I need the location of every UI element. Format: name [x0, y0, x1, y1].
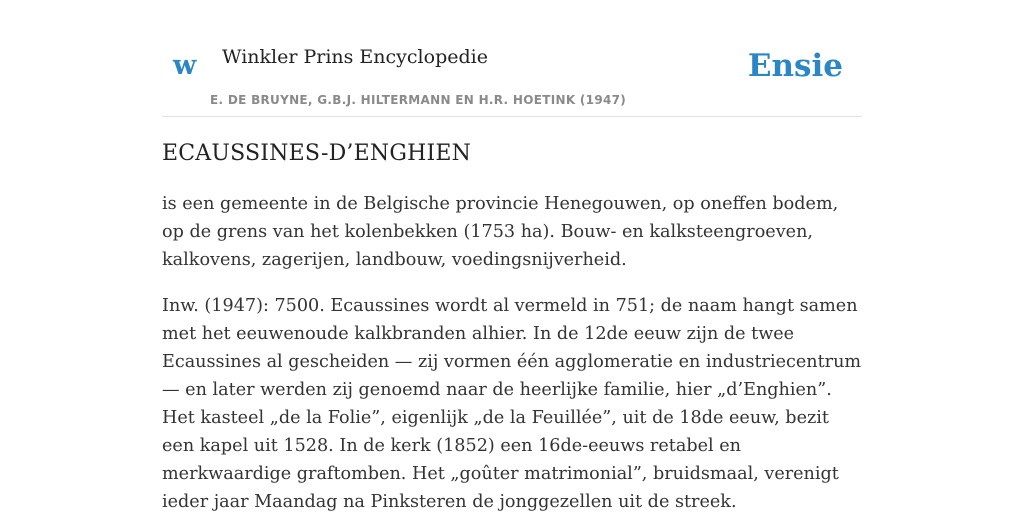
article-title: ECAUSSINES-D’ENGHIEN — [162, 141, 472, 166]
article-paragraph: Inw. (1947): 7500. Ecaussines wordt al vermeld in 751; de naam hangt samen met het eeuwenoude kalkbranden alhier. In de 12de eeuw zijn de twee Ecaussines al gescheiden — zij vormen één agglomeratie en industriecentrum — en later werden zij genoemd naar de heerlijke familie, hier „d’Enghien”. Het kasteel „de la Folie”, eigenlijk „de la Feuillée”, uit de 18de eeuw, bezit een kapel uit 1528. In de kerk (1852) een 16de-eeuws retabel en merkwaardige graftomben. Het „goûter matrimonial”, bruidsmaal, verenigt ieder jaar Maandag na Pinksteren de jonggezellen uit de streek. — [162, 295, 862, 512]
site-header — [162, 0, 862, 117]
publication-logo[interactable]: w — [173, 50, 197, 81]
article-paragraph: is een gemeente in de Belgische provincie Henegouwen, op oneffen bodem, op de grens van het kolenbekken (1753 ha). Bouw- en kalksteengroeven, kalkovens, zagerijen, landbouw, voedingsnijverheid. — [162, 193, 839, 270]
publication-authors: E. DE BRUYNE, G.B.J. HILTERMANN EN H.R. HOETINK (1947) — [210, 93, 627, 107]
publication-title[interactable]: Winkler Prins Encyclopedie — [222, 46, 488, 68]
ensie-brand-link[interactable]: Ensie — [747, 48, 843, 84]
article — [162, 140, 862, 512]
